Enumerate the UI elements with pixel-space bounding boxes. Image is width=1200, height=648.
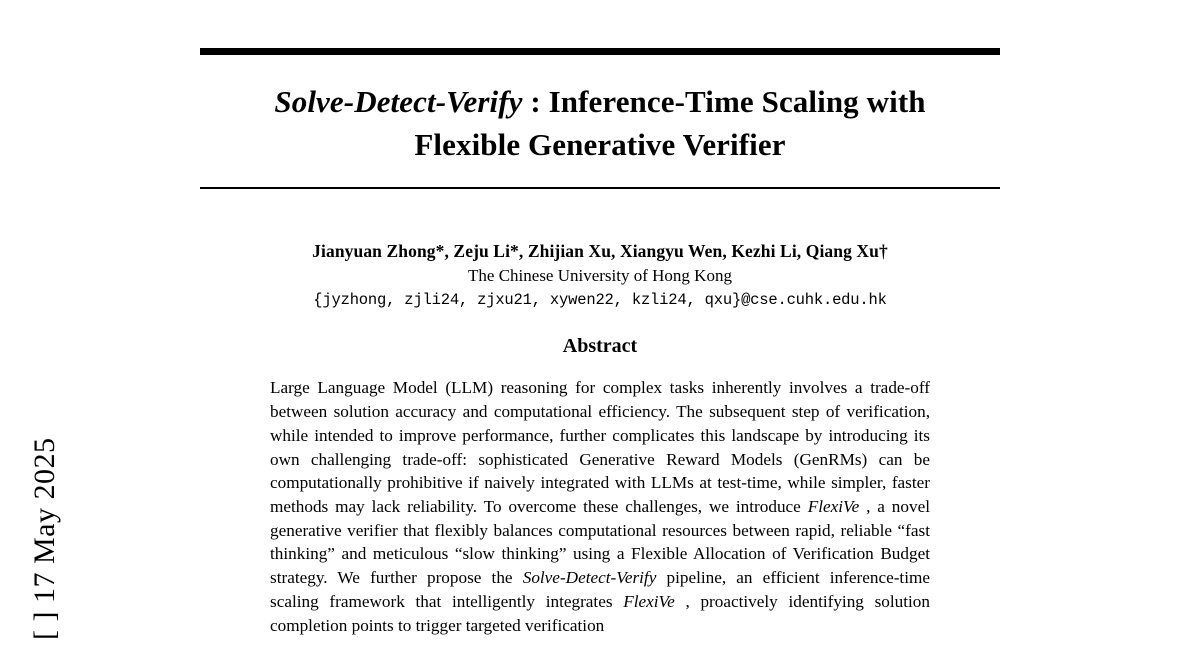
arxiv-stamp-text: [ ] 17 May 2025 [28, 437, 61, 640]
title-line2: Flexible Generative Verifier [414, 126, 786, 162]
abstract-emphasis: FlexiVe [807, 496, 860, 516]
arxiv-stamp [0, 0, 90, 648]
author-emails: {jyzhong, zjli24, zjxu21, xywen22, kzli24, qxu}@cse.cuhk.edu.hk [313, 291, 887, 310]
top-rule [200, 48, 1000, 55]
author-list: Jianyuan Zhong*, Zeju Li*, Zhijian Xu, Xiangyu Wen, Kezhi Li, Qiang Xu† [312, 241, 888, 262]
page-title [200, 81, 1000, 167]
abstract-span: pipeline, an efficient inference-time scaling framework that intelligently integrates [270, 568, 930, 611]
abstract-emphasis: FlexiVe [623, 591, 675, 611]
title-line1-rest: : Inference-Time Scaling with [522, 84, 926, 119]
abstract-span: , proactively identifying solution completion points to trigger targeted verification [270, 591, 930, 635]
title-system-name: Solve-Detect-Verify [274, 84, 523, 119]
title-rule [200, 187, 1000, 189]
abstract-span: , a novel generative verifier that flexibly balances computational resources between rapid, reliable “fast thinking” and meticulous “slow thinking” using a Flexible Allocation of Verification Budget strategy. We further propose the [270, 496, 930, 588]
affiliation: The Chinese University of Hong Kong [468, 266, 732, 286]
abstract-emphasis: Solve-Detect-Verify [522, 568, 657, 588]
abstract-text [270, 376, 930, 637]
abstract-heading: Abstract [562, 335, 638, 358]
abstract-span: Large Language Model (LLM) reasoning for complex tasks inherently involves a trade-off between solution accuracy and computational efficiency. The subsequent step of verification, while intended to improve performance, further complicates this landscape by introducing its own challenging trade-off: sophisticated Generative Reward Models (GenRMs) can be computationally prohibitive if naively integrated with LLMs at test-time, while simpler, faster methods may lack reliability. To overcome these challenges, we introduce [270, 378, 930, 516]
paper-page [200, 0, 1000, 648]
